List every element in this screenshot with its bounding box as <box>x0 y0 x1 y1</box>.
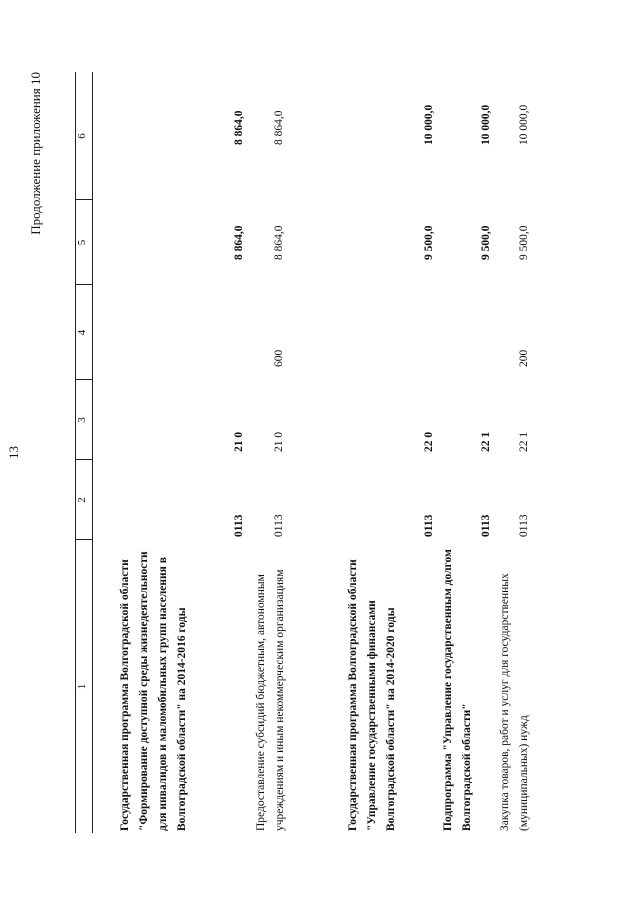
row-2-col-3: 21 0 <box>273 431 285 452</box>
row-2-col-2: 0113 <box>273 514 285 537</box>
row-2-col-4: 600 <box>273 349 285 367</box>
row-4-col-2: 0113 <box>480 514 492 537</box>
table-header-rule <box>92 72 93 833</box>
row-2-col-6: 8 864,0 <box>273 110 285 145</box>
row-1-col-5: 8 864,0 <box>233 225 245 260</box>
row-1-col-2: 0113 <box>233 514 245 537</box>
column-header-5: 5 <box>76 239 88 246</box>
row-5-name: Закупка товаров, работ и услуг для государственных (муниципальных) нужд <box>499 573 530 831</box>
row-4-col-3: 22 1 <box>480 431 492 452</box>
row-5-col-5: 9 500,0 <box>518 225 530 260</box>
row-4-col-6: 10 000,0 <box>480 104 492 145</box>
row-2-col-5: 8 864,0 <box>273 225 285 260</box>
row-5-col-4: 200 <box>518 349 530 367</box>
row-3-col-2: 0113 <box>423 514 435 537</box>
column-header-1: 1 <box>76 683 88 690</box>
row-4-col-5: 9 500,0 <box>480 225 492 260</box>
row-5-col-2: 0113 <box>518 514 530 537</box>
row-3-name: Государственная программа Волгоградской области "Управление государственными финансами Волгоградской области" на 2014-2020 годы <box>347 559 397 831</box>
row-1-col-6: 8 864,0 <box>233 110 245 145</box>
row-5-col-6: 10 000,0 <box>518 104 530 145</box>
row-5-col-3: 22 1 <box>518 431 530 452</box>
row-2-name: Предоставление субсидий бюджетным, автономным учреждениям и иным некоммерческим организациям <box>255 569 286 831</box>
row-1-col-3: 21 0 <box>233 431 245 452</box>
column-header-4: 4 <box>76 329 88 336</box>
row-3-col-3: 22 0 <box>423 431 435 452</box>
row-3-col-5: 9 500,0 <box>423 225 435 260</box>
row-4-name: Подпрограмма "Управление государственным долгом Волгоградской области" <box>442 549 473 831</box>
column-header-6: 6 <box>76 133 88 139</box>
continuation-label: Продолжение приложения 10 <box>28 72 43 235</box>
column-header-2: 2 <box>76 497 88 503</box>
row-1-name: Государственная программа Волгоградской области "Формирование доступной среды жизнедеятельности для инвалидов и маломобильных групп населения в Волгоградской области" на 2014-2016 годы <box>119 551 188 831</box>
page-number: 13 <box>6 446 21 459</box>
row-3-col-6: 10 000,0 <box>423 104 435 145</box>
column-header-3: 3 <box>76 417 88 423</box>
